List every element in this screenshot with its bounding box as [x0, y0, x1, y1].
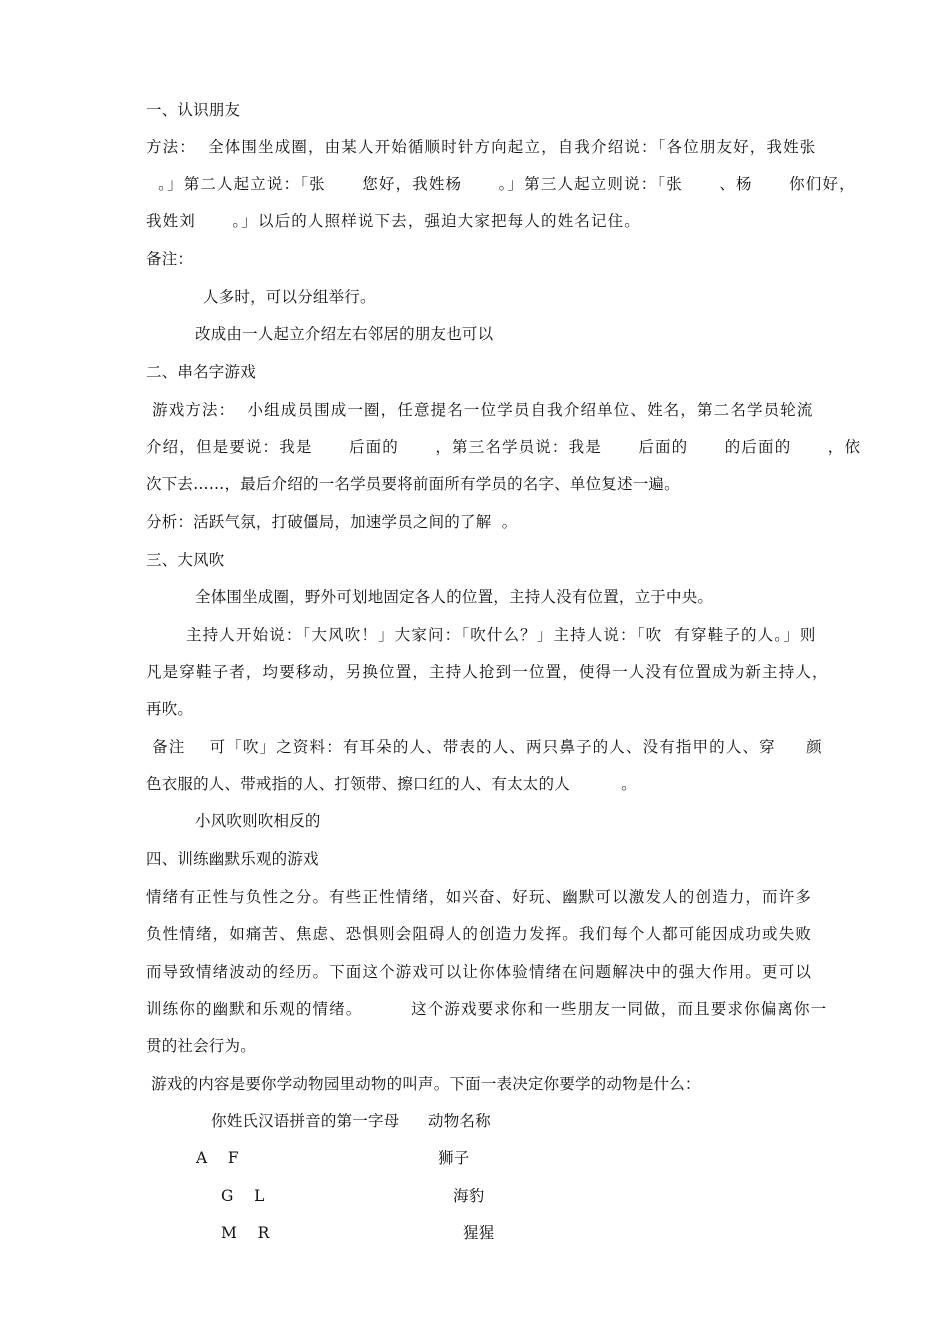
section-1-method-line-3: 我姓刘 。」以后的人照样说下去，强迫大家把每人的姓名记住。 [146, 212, 641, 230]
section-2-heading: 二、串名字游戏 [146, 363, 256, 381]
section-1-note-label: 备注： [146, 250, 194, 268]
section-3-note-line-3: 小风吹则吹相反的 [195, 812, 321, 830]
section-1-note-line-2: 改成由一人起立介绍左右邻居的朋友也可以 [195, 325, 494, 343]
section-4-para-line-6: 游戏的内容是要你学动物园里动物的叫声。下面一表决定你要学的动物是什么： [146, 1075, 701, 1093]
table-header-animal: 动物名称 [428, 1112, 491, 1130]
section-3-heading: 三、大风吹 [146, 551, 225, 569]
table-row-letters: M R [221, 1224, 270, 1242]
table-row-animal: 猩猩 [463, 1224, 495, 1242]
section-3-note-line-1: 备注 可「吹」之资料：有耳朵的人、带表的人、两只鼻子的人、没有指甲的人、穿 颜 [146, 738, 823, 756]
section-3-para-2a: 主持人开始说：「大风吹！」大家问：「吹什么？」主持人说：「吹 有穿鞋子的人。」则 [186, 626, 817, 644]
section-2-method-line-1: 游戏方法： 小组成员围成一圈，任意提名一位学员自我介绍单位、姓名，第二名学员轮流 [146, 401, 814, 419]
section-1-heading: 一、认识朋友 [146, 101, 241, 119]
section-4-para-line-3: 而导致情绪波动的经历。下面这个游戏可以让你体验情绪在问题解决中的强大作用。更可以 [146, 963, 813, 981]
section-3-para-2c: 再吹。 [146, 700, 194, 718]
section-4-para-line-1: 情绪有正性与负性之分。有些正性情绪，如兴奋、好玩、幽默可以激发人的创造力，而许多 [146, 888, 813, 906]
section-2-analysis: 分析：活跃气氛，打破僵局，加速学员之间的了解 。 [146, 513, 518, 531]
section-1-method-line-2: 。」第二人起立说：「张 您好，我姓杨 。」第三人起立则说：「张 、杨 你们好， [146, 175, 856, 193]
section-2-method-line-2: 介绍，但是要说：我是 后面的 ，第三名学员说：我是 后面的 的后面的 ，依 [146, 438, 862, 456]
table-row-letters: A F [196, 1149, 239, 1167]
table-header-letter: 你姓氏汉语拼音的第一字母 [211, 1112, 400, 1130]
section-4-para-line-4: 训练你的幽默和乐观的情绪。 这个游戏要求你和一些朋友一同做，而且要求你偏离你一 [146, 1000, 828, 1018]
table-row-letters: G L [221, 1187, 265, 1205]
section-1-note-line-1: 人多时，可以分组举行。 [203, 288, 376, 306]
table-row-animal: 海豹 [453, 1187, 485, 1205]
section-3-note-line-2: 色衣服的人、带戒指的人、打领带、擦口红的人、有太太的人 。 [146, 775, 637, 793]
section-1-method-line-1: 方法： 全体围坐成圈，由某人开始循顺时针方向起立，自我介绍说：「各位朋友好，我姓张 [146, 138, 817, 156]
table-row-animal: 狮子 [438, 1149, 470, 1167]
section-4-para-line-2: 负性情绪，如痛苦、焦虑、恐惧则会阻碍人的创造力发挥。我们每个人都可能因成功或失败 [146, 925, 813, 943]
section-3-para-1: 全体围坐成圈，野外可划地固定各人的位置，主持人没有位置，立于中央。 [195, 588, 714, 606]
section-3-para-2b: 凡是穿鞋子者，均要移动，另换位置，主持人抢到一位置，使得一人没有位置成为新主持人， [146, 663, 829, 681]
section-4-heading: 四、训练幽默乐观的游戏 [146, 850, 319, 868]
section-4-para-line-5: 贯的社会行为。 [146, 1037, 256, 1055]
section-2-method-line-3: 次下去……，最后介绍的一名学员要将前面所有学员的名字、单位复述一遍。 [146, 475, 680, 493]
